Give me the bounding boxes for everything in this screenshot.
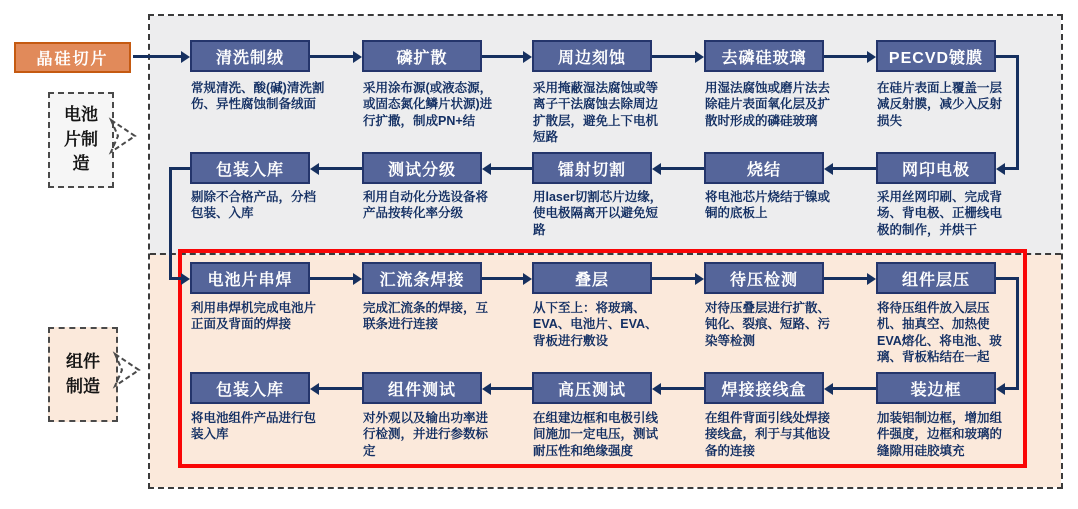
step-desc-pre-lamination-inspection: 对待压叠层进行扩散、钝化、裂痕、短路、污染等检测: [705, 301, 831, 348]
step-pecvd-coating: [876, 40, 996, 72]
arrow-pecvd-to-screenprint: [1005, 167, 1019, 170]
step-title: 清洗制绒: [215, 49, 284, 67]
arrow-hipot-to-moduletest: [491, 387, 532, 390]
step-psg-removal: [704, 40, 824, 72]
step-desc-junction-box-welding: 在组件背面引线处焊接接线盒，利于与其他设备的连接: [705, 411, 831, 458]
step-title: 网印电极: [901, 161, 970, 179]
step-desc-test-grading: 利用自动化分选设备将产品按转化率分级: [363, 190, 489, 221]
arrow-sintering-to-laser: [661, 167, 704, 170]
dashed-right-arrow-icon: [112, 350, 144, 390]
step-title: PECVD镀膜: [888, 49, 984, 67]
step-title: 焊接接线盒: [721, 381, 807, 399]
arrow-packing-to-stringing: [169, 277, 181, 280]
step-desc-pecvd-coating: 在硅片表面上覆盖一层减反射膜，减少入反射损失: [877, 81, 1003, 128]
step-title: 去磷硅玻璃: [721, 49, 807, 67]
step-phosphorus-diffusion: [362, 40, 482, 72]
stage-label-cell-manufacturing: [48, 92, 114, 188]
step-cell-stringing: [190, 262, 310, 294]
step-desc-module-packing-storage: 将电池组件产品进行包装入库: [191, 411, 317, 442]
step-laser-cutting: [532, 152, 652, 184]
step-title: 叠层: [574, 271, 609, 289]
step-title: 待压检测: [729, 271, 798, 289]
arrow-inspection-to-lamination: [824, 277, 867, 280]
stage-label-module-manufacturing: [48, 327, 118, 422]
step-edge-etching: [532, 40, 652, 72]
arrow-diffusion-to-etching: [482, 55, 523, 58]
source-box-silicon-wafer: [14, 42, 131, 73]
step-title: 装边框: [910, 381, 962, 399]
step-desc-cell-packing-storage: 剔除不合格产品，分档包装、入库: [191, 190, 317, 221]
step-layup: [532, 262, 652, 294]
arrow-laser-to-grading: [491, 167, 532, 170]
source-label: 晶硅切片: [36, 51, 109, 68]
step-cell-packing-storage: [190, 152, 310, 184]
step-desc-module-lamination: 将待压组件放入层压机、抽真空、加热使EVA熔化、将电池、玻璃、背板粘结在一起: [877, 301, 1002, 364]
step-desc-layup: 从下至上：将玻璃、EVA、电池片、EVA、背板进行敷设: [533, 301, 658, 348]
step-desc-phosphorus-diffusion: 采用涂布源(或液态源，或固态氮化鳞片状源)进行扩撒，制成PN+结: [363, 81, 493, 128]
step-module-testing: [362, 372, 482, 404]
step-desc-screen-print-electrode: 采用丝网印刷、完成背场、背电极、正栅线电极的制作，并烘干: [877, 190, 1003, 237]
arrow-screenprint-to-sintering: [833, 167, 876, 170]
step-module-lamination: [876, 262, 996, 294]
step-title: 组件层压: [901, 271, 970, 289]
arrow-elbow-left-h: [169, 167, 190, 170]
step-desc-cell-stringing: 利用串焊机完成电池片正面及背面的焊接: [191, 301, 317, 332]
step-title: 磷扩散: [396, 49, 448, 67]
dashed-right-arrow-icon: [108, 116, 140, 156]
step-test-grading: [362, 152, 482, 184]
step-cleaning-texturing: [190, 40, 310, 72]
step-desc-sintering: 将电池芯片烧结于镍或铜的底板上: [705, 190, 831, 221]
step-title: 镭射切割: [557, 161, 626, 179]
stage-label-text: 组件制造: [66, 351, 100, 396]
step-title: 烧结: [746, 161, 781, 179]
arrow-moduletest-to-packing: [319, 387, 362, 390]
arrow-layup-to-inspection: [652, 277, 695, 280]
step-sintering: [704, 152, 824, 184]
step-pre-lamination-inspection: [704, 262, 824, 294]
step-framing: [876, 372, 996, 404]
step-title: 包装入库: [215, 381, 284, 399]
arrow-source-to-cleaning: [133, 55, 181, 58]
step-desc-cleaning-texturing: 常规清洗、酸(碱)清洗割伤、异性腐蚀制备绒面: [191, 81, 325, 112]
stage-label-text: 电池片制造: [64, 105, 98, 174]
step-module-packing-storage: [190, 372, 310, 404]
arrow-lamination-to-framing: [1005, 387, 1019, 390]
arrow-elbow-top-v: [1016, 55, 1019, 170]
arrow-junctionbox-to-hipot: [661, 387, 704, 390]
arrow-busbar-to-layup: [482, 277, 523, 280]
step-desc-edge-etching: 采用掩蔽湿法腐蚀或等离子干法腐蚀去除周边扩散层，避免上下电机短路: [533, 81, 659, 144]
step-desc-laser-cutting: 用laser切割芯片边缘，使电极隔离开以避免短路: [533, 190, 663, 237]
step-hipot-testing: [532, 372, 652, 404]
step-title: 组件测试: [387, 381, 456, 399]
arrow-etching-to-psg: [652, 55, 695, 58]
step-title: 电池片串焊: [207, 271, 293, 289]
step-screen-print-electrode: [876, 152, 996, 184]
arrow-cleaning-to-diffusion: [310, 55, 353, 58]
arrow-grading-to-packing: [319, 167, 362, 170]
arrow-stringing-to-busbar: [310, 277, 353, 280]
step-desc-framing: 加装铝制边框，增加组件强度，边框和玻璃的缝隙用硅胶填充: [877, 411, 1003, 458]
step-title: 测试分级: [387, 161, 456, 179]
step-title: 包装入库: [215, 161, 284, 179]
step-title: 高压测试: [557, 381, 626, 399]
step-busbar-welding: [362, 262, 482, 294]
step-desc-busbar-welding: 完成汇流条的焊接，互联条进行连接: [363, 301, 489, 332]
step-desc-hipot-testing: 在组建边框和电极引线间施加一定电压，测试耐压性和绝缘强度: [533, 411, 659, 458]
step-junction-box-welding: [704, 372, 824, 404]
step-title: 汇流条焊接: [379, 271, 465, 289]
arrow-elbow-left-v: [169, 167, 172, 280]
arrow-framing-to-junctionbox: [833, 387, 876, 390]
step-title: 周边刻蚀: [557, 49, 626, 67]
arrow-elbow-bottom-v: [1016, 277, 1019, 390]
step-desc-module-testing: 对外观以及输出功率进行检测，并进行参数标定: [363, 411, 489, 458]
step-desc-psg-removal: 用湿法腐蚀或磨片法去除硅片表面氧化层及扩散时形成的磷硅玻璃: [705, 81, 831, 128]
arrow-psg-to-pecvd: [824, 55, 867, 58]
